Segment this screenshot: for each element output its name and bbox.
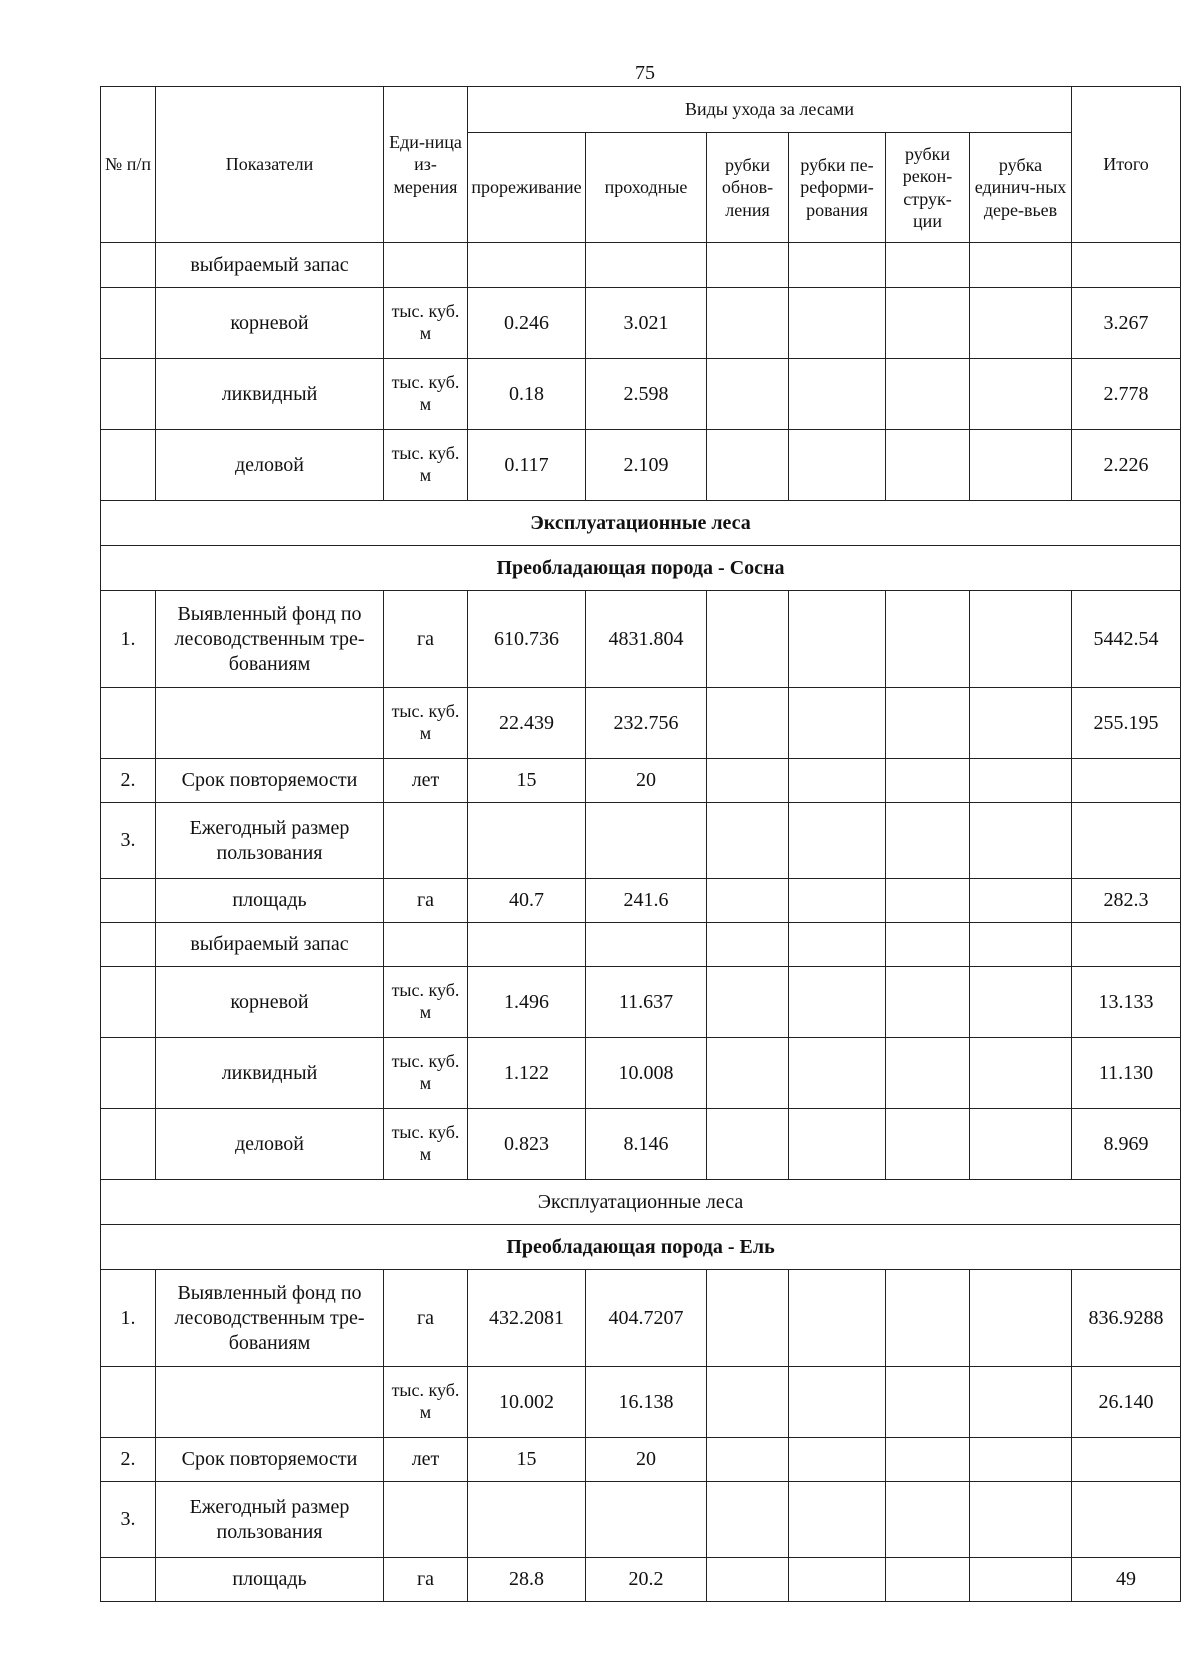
row-number: 3. (101, 1482, 156, 1558)
value-total: 3.267 (1072, 288, 1181, 359)
row-unit: га (384, 1558, 468, 1602)
row-number: 1. (101, 1270, 156, 1367)
row-label: корневой (156, 288, 384, 359)
row-label: ликвидный (156, 1038, 384, 1109)
row-unit: тыс. куб. м (384, 1109, 468, 1180)
row-unit: га (384, 879, 468, 923)
section-forest-type: Эксплуатационные леса (101, 501, 1181, 546)
header-indicators: Показатели (156, 87, 384, 243)
row-label: Ежегодный размер пользования (156, 803, 384, 879)
value-passage: 404.7207 (586, 1270, 707, 1367)
value-thinning: 0.823 (468, 1109, 586, 1180)
value-thinning: 15 (468, 1438, 586, 1482)
forest-care-table (100, 86, 1181, 1602)
table-row (101, 1367, 1181, 1438)
value-total: 49 (1072, 1558, 1181, 1602)
row-unit: лет (384, 759, 468, 803)
table-row (101, 759, 1181, 803)
value-passage: 241.6 (586, 879, 707, 923)
row-label: Срок повторяемости (156, 759, 384, 803)
table-row (101, 1438, 1181, 1482)
section-header-row (101, 1225, 1181, 1270)
row-label: площадь (156, 1558, 384, 1602)
row-number: 1. (101, 591, 156, 688)
row-unit: тыс. куб. м (384, 1367, 468, 1438)
table-row (101, 1038, 1181, 1109)
table-row (101, 288, 1181, 359)
value-total: 255.195 (1072, 688, 1181, 759)
header-single-trees: рубка единич-ных дере-вьев (970, 133, 1072, 243)
table-row (101, 430, 1181, 501)
value-thinning: 610.736 (468, 591, 586, 688)
header-thinning: прореживание (468, 133, 586, 243)
value-passage: 3.021 (586, 288, 707, 359)
value-passage: 8.146 (586, 1109, 707, 1180)
table-row (101, 688, 1181, 759)
table-row (101, 591, 1181, 688)
value-total: 2.226 (1072, 430, 1181, 501)
table-row (101, 359, 1181, 430)
section-header-row (101, 546, 1181, 591)
row-number: 2. (101, 1438, 156, 1482)
row-unit: тыс. куб. м (384, 688, 468, 759)
row-number: 3. (101, 803, 156, 879)
header-reconstruction: рубки рекон-струк-ции (886, 133, 970, 243)
value-total: 11.130 (1072, 1038, 1181, 1109)
row-label: Ежегодный размер пользования (156, 1482, 384, 1558)
value-total: 836.9288 (1072, 1270, 1181, 1367)
value-thinning: 28.8 (468, 1558, 586, 1602)
row-unit: лет (384, 1438, 468, 1482)
value-passage: 20 (586, 759, 707, 803)
value-thinning: 10.002 (468, 1367, 586, 1438)
section-species: Преобладающая порода - Ель (101, 1225, 1181, 1270)
section-header-row (101, 1180, 1181, 1225)
value-thinning: 0.246 (468, 288, 586, 359)
value-passage: 20.2 (586, 1558, 707, 1602)
value-passage: 2.109 (586, 430, 707, 501)
row-label: выбираемый запас (156, 923, 384, 967)
table-row (101, 967, 1181, 1038)
row-unit (384, 243, 468, 288)
header-reforming: рубки пе-реформи-рования (789, 133, 886, 243)
table-row (101, 243, 1181, 288)
value-passage: 10.008 (586, 1038, 707, 1109)
value-thinning: 0.117 (468, 430, 586, 501)
value-thinning: 22.439 (468, 688, 586, 759)
row-unit: тыс. куб. м (384, 288, 468, 359)
row-unit: тыс. куб. м (384, 1038, 468, 1109)
value-total: 5442.54 (1072, 591, 1181, 688)
table-row (101, 1270, 1181, 1367)
value-thinning: 432.2081 (468, 1270, 586, 1367)
row-label: Выявленный фонд по лесоводственным тре-бованиям (156, 1270, 384, 1367)
value-passage: 20 (586, 1438, 707, 1482)
row-label: деловой (156, 1109, 384, 1180)
value-passage: 11.637 (586, 967, 707, 1038)
table-row (101, 1109, 1181, 1180)
row-label: деловой (156, 430, 384, 501)
value-thinning: 1.122 (468, 1038, 586, 1109)
value-total: 2.778 (1072, 359, 1181, 430)
row-number: 2. (101, 759, 156, 803)
row-label: Срок повторяемости (156, 1438, 384, 1482)
row-label: площадь (156, 879, 384, 923)
row-unit: га (384, 1270, 468, 1367)
table-row (101, 803, 1181, 879)
value-total: 26.140 (1072, 1367, 1181, 1438)
value-thinning: 1.496 (468, 967, 586, 1038)
header-total: Итого (1072, 87, 1181, 243)
value-total: 8.969 (1072, 1109, 1181, 1180)
row-label: выбираемый запас (156, 243, 384, 288)
section-forest-type: Эксплуатационные леса (101, 1180, 1181, 1225)
value-thinning: 0.18 (468, 359, 586, 430)
header-renewal: рубки обнов-ления (707, 133, 789, 243)
row-unit: га (384, 591, 468, 688)
value-passage: 4831.804 (586, 591, 707, 688)
header-unit: Еди-ница из-мерения (384, 87, 468, 243)
value-passage: 2.598 (586, 359, 707, 430)
value-passage: 16.138 (586, 1367, 707, 1438)
table-row (101, 1558, 1181, 1602)
row-unit: тыс. куб. м (384, 967, 468, 1038)
row-unit: тыс. куб. м (384, 359, 468, 430)
row-label: корневой (156, 967, 384, 1038)
row-unit: тыс. куб. м (384, 430, 468, 501)
table-row (101, 1482, 1181, 1558)
value-total: 13.133 (1072, 967, 1181, 1038)
header-care-types: Виды ухода за лесами (468, 87, 1072, 133)
header-passage: проходные (586, 133, 707, 243)
value-thinning: 40.7 (468, 879, 586, 923)
page-number: 75 (635, 62, 655, 84)
value-passage: 232.756 (586, 688, 707, 759)
value-thinning: 15 (468, 759, 586, 803)
value-total: 282.3 (1072, 879, 1181, 923)
row-label: Выявленный фонд по лесоводственным тре-бованиям (156, 591, 384, 688)
section-species: Преобладающая порода - Сосна (101, 546, 1181, 591)
header-num: № п/п (101, 87, 156, 243)
table-row (101, 879, 1181, 923)
row-label: ликвидный (156, 359, 384, 430)
section-header-row (101, 501, 1181, 546)
table-row (101, 923, 1181, 967)
